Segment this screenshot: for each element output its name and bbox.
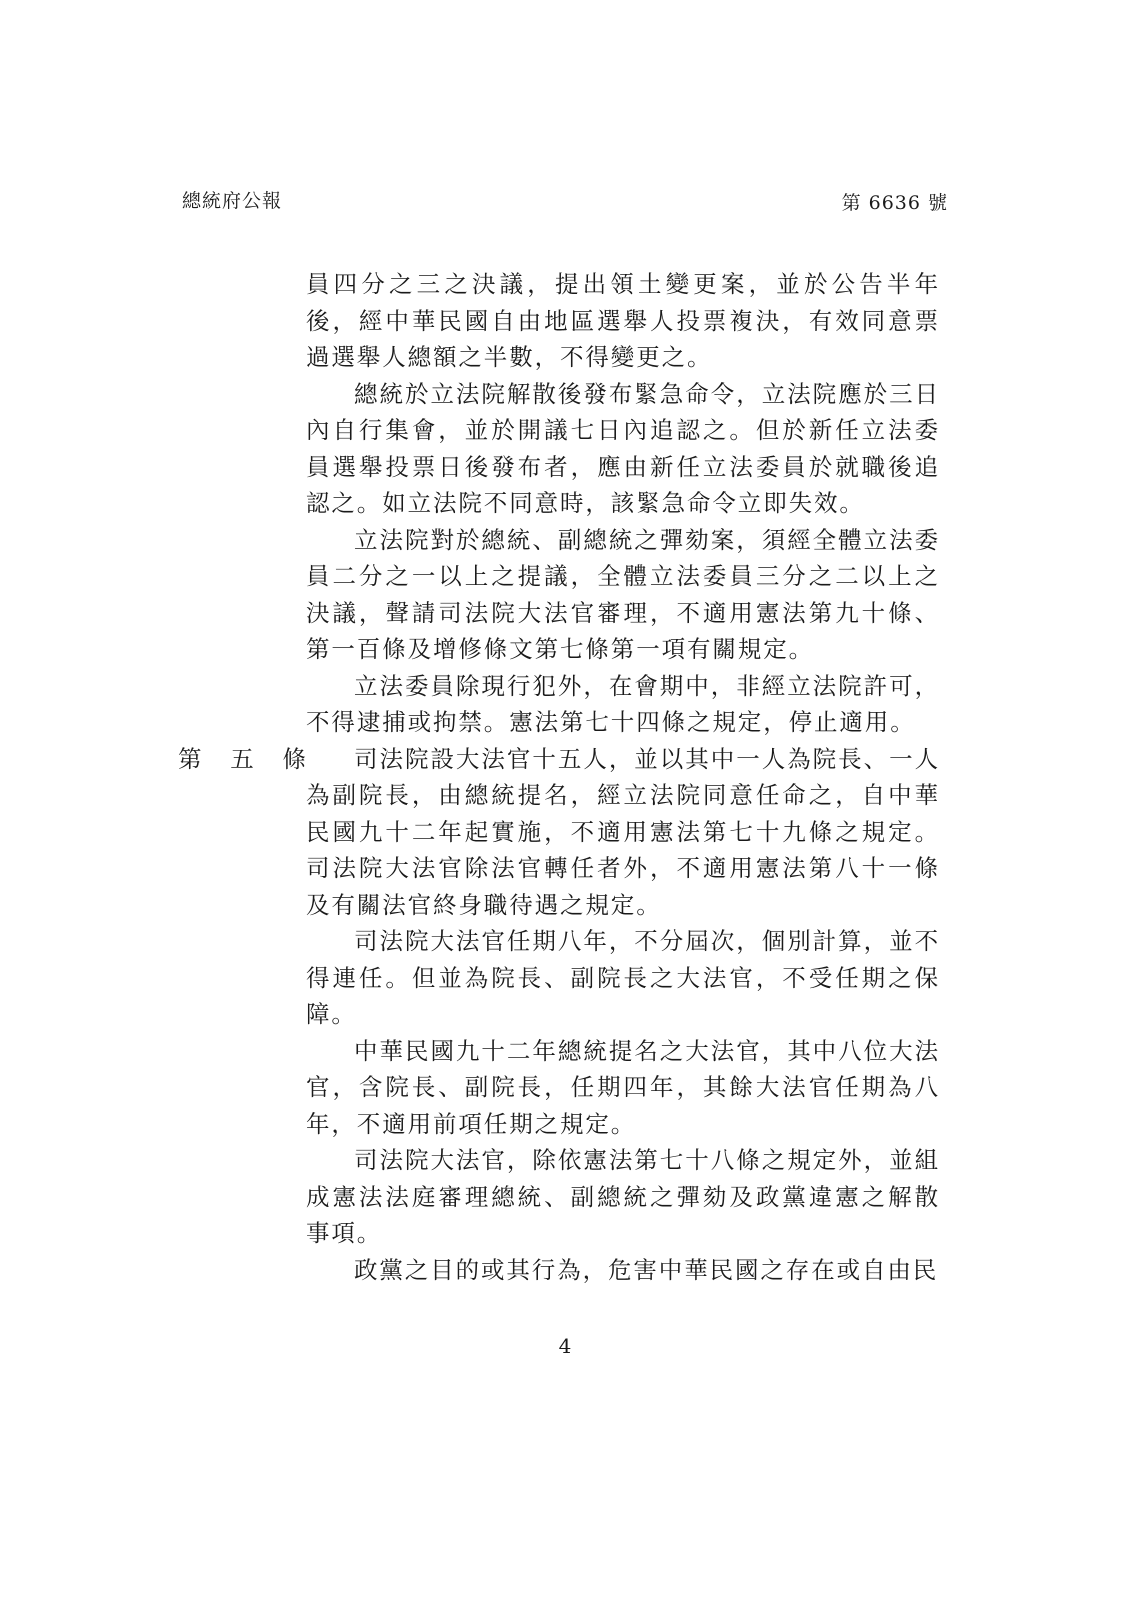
continued-paragraphs — [306, 266, 940, 741]
paragraph: 總統於立法院解散後發布緊急命令，立法院應於三日內自行集會，並於開議七日內追認之。但於新任立法委員選舉投票日後發布者，應由新任立法委員於就職後追認之。如立法院不同意時，該緊急命令立即失效。 — [306, 379, 940, 517]
paragraph: 立法委員除現行犯外，在會期中，非經立法院許可，不得逮捕或拘禁。憲法第七十四條之規定，停止適用。 — [306, 671, 940, 736]
paragraph: 員四分之三之決議，提出領土變更案，並於公告半年後，經中華民國自由地區選舉人投票複決，有效同意票過選舉人總額之半數，不得變更之。 — [306, 270, 940, 371]
paragraph: 中華民國九十二年總統提名之大法官，其中八位大法官，含院長、副院長，任期四年，其餘大法官任期為八年，不適用前項任期之規定。 — [306, 1036, 940, 1138]
article-5-paragraphs — [306, 741, 940, 1289]
article-label-char: 五 — [230, 744, 254, 773]
issue-number: 第 6636 號 — [841, 192, 948, 214]
paragraph: 政黨之目的或其行為，危害中華民國之存在或自由民 — [354, 1255, 939, 1284]
article-label-char: 條 — [282, 744, 306, 773]
paragraph: 司法院設大法官十五人，並以其中一人為院長、一人為副院長，由總統提名，經立法院同意任命之，自中華民國九十二年起實施，不適用憲法第七十九條之規定。司法院大法官除法官轉任者外，不適用憲法第八十一條及有關法官終身職待遇之規定。 — [306, 744, 940, 919]
publication-title: 總統府公報 — [182, 190, 283, 212]
paragraph: 司法院大法官，除依憲法第七十八條之規定外，並組成憲法法庭審理總統、副總統之彈劾及政黨違憲之解散事項。 — [306, 1146, 940, 1247]
article-label — [178, 741, 306, 778]
document-body — [178, 266, 940, 1288]
page-number: 4 — [558, 1334, 572, 1358]
continued-article — [178, 266, 940, 741]
article-label-char: 第 — [178, 744, 202, 773]
paragraph: 司法院大法官任期八年，不分屆次，個別計算，並不得連任。但並為院長、副院長之大法官，不受任期之保障。 — [306, 927, 940, 1028]
paragraph: 立法院對於總統、副總統之彈劾案，須經全體立法委員二分之一以上之提議，全體立法委員三分之二以上之決議，聲請司法院大法官審理，不適用憲法第九十條、第一百條及增修條文第七條第一項有關規定。 — [306, 525, 940, 663]
article-5 — [178, 741, 940, 1289]
